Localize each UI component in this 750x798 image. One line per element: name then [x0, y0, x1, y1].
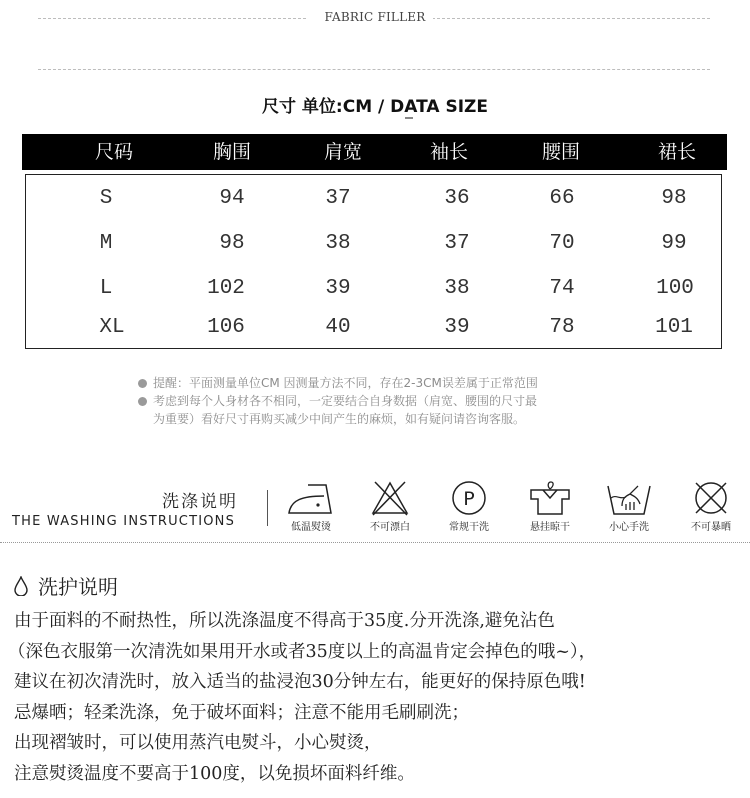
care-line: 出现褶皱时，可以使用蒸汽电熨斗，小心熨烫， — [14, 733, 382, 753]
note-text: 考虑到每个人身材各不相同，一定要结合自身数据（肩宽、腰围的尺寸最 — [153, 394, 538, 408]
col-header-sleeve: 袖长 — [429, 141, 468, 163]
cell-shoulder: 40 — [325, 316, 351, 339]
col-header-shoulder: 肩宽 — [323, 141, 362, 163]
note-text: 提醒：平面测量单位CM 因测量方法不同，存在2-3CM误差属于正常范围 — [153, 376, 538, 390]
col-header-bust: 胸围 — [212, 141, 251, 163]
care-label: 低温熨烫 — [291, 522, 331, 533]
cell-length: 98 — [661, 187, 687, 210]
col-header-waist: 腰围 — [541, 141, 580, 163]
care-line: （深色衣服第一次清洗如果用开水或者35度以上的高温肯定会掉色的哦~）， — [8, 641, 597, 662]
cell-shoulder: 37 — [325, 187, 351, 210]
cell-waist: 70 — [549, 232, 575, 255]
washing-separator — [267, 490, 268, 526]
cell-sleeve: 38 — [444, 277, 470, 300]
col-header-length: 裙长 — [657, 141, 696, 163]
iron-low-temp-icon — [286, 480, 336, 516]
washing-divider — [0, 542, 750, 543]
cell-bust: 102 — [207, 277, 245, 300]
water-drop-icon — [14, 576, 28, 596]
cell-bust: 94 — [219, 187, 245, 210]
cell-size: M — [99, 232, 113, 255]
dry-clean-p-icon — [444, 480, 494, 516]
hand-wash-icon — [604, 480, 654, 516]
care-title — [14, 571, 118, 600]
care-label: 常规干洗 — [449, 522, 489, 533]
section-divider — [38, 69, 710, 70]
no-bleach-icon — [365, 480, 415, 516]
col-header-size: 尺码 — [94, 141, 133, 163]
care-label: 小心手洗 — [609, 522, 649, 533]
cell-shoulder: 39 — [325, 277, 351, 300]
cell-sleeve: 39 — [444, 316, 470, 339]
care-item-no-sun — [676, 480, 746, 533]
cell-length: 99 — [661, 232, 687, 255]
size-chart-title: 尺寸 单位:CM / DATA SIZE — [262, 97, 488, 117]
care-label: 不可暴晒 — [691, 522, 731, 533]
care-item-no-bleach — [355, 480, 425, 533]
cell-waist: 66 — [549, 187, 575, 210]
care-item-hang-dry — [515, 480, 585, 533]
cell-bust: 106 — [207, 316, 245, 339]
size-table-header — [22, 134, 727, 170]
bullet-icon — [138, 379, 147, 388]
washing-title-cn: 洗涤说明 — [162, 492, 238, 512]
hang-dry-icon — [525, 480, 575, 516]
measurement-notes — [138, 374, 618, 428]
cell-sleeve: 37 — [444, 232, 470, 255]
cell-length: 101 — [655, 316, 693, 339]
care-item-iron — [276, 480, 346, 533]
care-line: 建议在初次清洗时，放入适当的盐浸泡30分钟左右，能更好的保持原色哦! — [14, 672, 586, 692]
care-line: 忌爆晒；轻柔洗涤，免于破坏面料；注意不能用毛刷刷洗； — [14, 702, 469, 723]
care-title-text: 洗护说明 — [38, 575, 118, 599]
care-label: 不可漂白 — [370, 522, 410, 533]
care-item-hand-wash — [594, 480, 664, 533]
care-line: 由于面料的不耐热性，所以洗涤温度不得高于35度.分开洗涤,避免沾色 — [14, 611, 555, 631]
note-item — [138, 374, 618, 392]
fabric-filler-title: FABRIC FILLER — [0, 10, 750, 24]
care-instructions — [8, 606, 750, 789]
note-item — [138, 392, 618, 410]
care-label: 悬挂晾干 — [530, 522, 570, 533]
cell-shoulder: 38 — [325, 232, 351, 255]
cell-sleeve: 36 — [444, 187, 470, 210]
washing-title-en: THE WASHING INSTRUCTIONS — [12, 514, 236, 529]
care-line: 注意熨烫温度不要高于100度，以免损坏面料纤维。 — [14, 763, 415, 784]
bullet-icon — [138, 397, 147, 406]
no-sun-dry-icon — [686, 480, 736, 516]
svg-text:P: P — [463, 488, 475, 510]
size-table-body — [25, 174, 722, 349]
cell-size: XL — [99, 316, 125, 339]
cell-waist: 78 — [549, 316, 575, 339]
title-underline — [405, 117, 413, 119]
note-text: 为重要）看好尺寸再购买减少中间产生的麻烦，如有疑问请咨询客服。 — [153, 412, 526, 426]
cell-waist: 74 — [549, 277, 575, 300]
care-item-dry-clean — [434, 480, 504, 533]
cell-size: L — [99, 277, 113, 300]
cell-length: 100 — [656, 277, 694, 300]
cell-bust: 98 — [219, 232, 245, 255]
cell-size: S — [99, 187, 113, 210]
note-item-continued — [138, 410, 618, 428]
